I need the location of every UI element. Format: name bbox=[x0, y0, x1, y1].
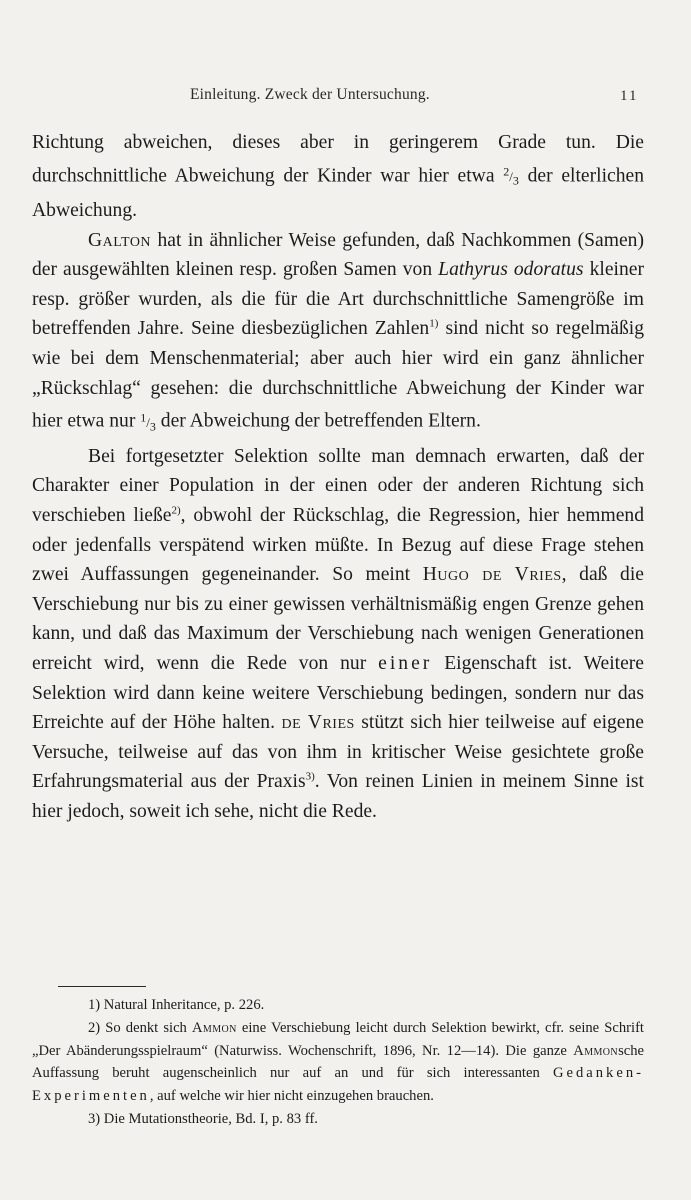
fraction-two-thirds: $^2/_3$ bbox=[503, 164, 519, 188]
fn2-text-a: 2) So denkt sich bbox=[88, 1019, 192, 1036]
fraction-numerator: 1 bbox=[140, 410, 147, 425]
fraction-one-third: $^1/_3$ bbox=[140, 410, 156, 434]
body-text bbox=[32, 128, 644, 827]
species-name: Lathyrus odoratus bbox=[438, 259, 584, 281]
p1-text-b: der elterlichen Abweichung. bbox=[32, 164, 645, 222]
footnote-ref-2: 2) bbox=[171, 504, 181, 517]
p2-text-a: hat in ähnlicher Weise gefunden, daß Nachkommen (Samen) der ausgewählten kleinen resp. großen Samen von bbox=[32, 229, 644, 281]
footnotes bbox=[32, 994, 644, 1131]
running-header bbox=[0, 86, 691, 110]
p3-text-e: stützt sich hier teilweise auf eigene Versuche, teilweise auf das von ihm in kritischer Weise gesichtete große Erfahrungsmaterial aus der Praxis bbox=[32, 712, 644, 793]
p2-text-b: kleiner resp. größer wurden, als die für die Art durchschnittliche Samengröße im betreffenden Jahre. Seine diesbezüglichen Zahlen bbox=[32, 259, 644, 340]
running-title: Einleitung. Zweck der Untersuchung. bbox=[190, 86, 430, 103]
fn2-text-b: eine Verschiebung leicht durch Selektion bewirkt, cfr. seine Schrift „Der Abänderungsspielraum“ (Naturwiss. Wochenschrift, 1896, Nr. 12—14). Die ganze bbox=[32, 1019, 644, 1059]
author-hugo-de-vries: Hugo de Vries bbox=[422, 564, 562, 586]
p1-text-a: Richtung abweichen, dieses aber in geringerem Grade tun. Die durchschnittliche Abweichung der Kinder war hier etwa bbox=[32, 132, 644, 186]
p3-text-d: Eigenschaft ist. Weitere Selektion wird dann keine weitere Verschiebung bedingen, sondern nur das Erreichte auf der Höhe halten. bbox=[32, 652, 645, 734]
author-de-vries: de Vries bbox=[281, 712, 355, 734]
page-number: 11 bbox=[620, 88, 639, 104]
paragraph-2 bbox=[32, 226, 644, 442]
fraction-denominator: 3 bbox=[149, 419, 156, 434]
footnote-3: 3) Die Mutationstheorie, Bd. I, p. 83 ff. bbox=[88, 1110, 318, 1127]
footnote-1: 1) Natural Inheritance, p. 226. bbox=[88, 997, 265, 1013]
footnote-ref-1: 1) bbox=[429, 317, 439, 330]
p2-text-c: sind nicht so regelmäßig wie bei dem Menschenmaterial; aber auch hier wird ein ganz ähnlicher „Rückschlag“ gesehen: die durchschnittliche Abweichung der Kinder war hier etwa nur bbox=[32, 318, 644, 432]
paragraph-1 bbox=[32, 128, 644, 226]
spaced-word-gedanken-experimenten: Gedanken-Experimenten bbox=[32, 1065, 644, 1105]
fn2-text-d: , auf welche wir hier nicht einzugehen brauchen. bbox=[149, 1088, 434, 1105]
p3-text-f: . Von reinen Linien in meinem Sinne ist hier jedoch, soweit ich sehe, nicht die Rede. bbox=[32, 771, 644, 822]
p3-text-b: , obwohl der Rückschlag, die Regression, hier hemmend oder jedenfalls verspätend wirken müßte. In Bezug auf diese Frage stehen zwei Auffassungen gegeneinander. So meint bbox=[32, 504, 645, 586]
author-ammon: Ammon bbox=[573, 1042, 619, 1059]
author-galton: Galton bbox=[88, 229, 152, 251]
fn2-text-c: sche Auffassung beruht augenscheinlich nur auf an und für sich interessanten bbox=[32, 1042, 644, 1082]
footnote-ref-3: 3) bbox=[305, 770, 315, 783]
fraction-numerator: 2 bbox=[503, 164, 510, 179]
spaced-word-einer: einer bbox=[378, 652, 433, 674]
paragraph-3 bbox=[32, 442, 644, 827]
author-ammon: Ammon bbox=[191, 1019, 237, 1036]
footnote-divider bbox=[58, 986, 146, 987]
p2-text-d: der Abweichung der betreffenden Eltern. bbox=[155, 410, 481, 432]
p3-text-c: , daß die Verschiebung nur bis zu einer gewissen verhältnismäßig engen Grenze gehen kann, und daß das Maximum der Verschiebung nach wenigen Generationen erreicht wird, wenn die Rede von nur bbox=[32, 564, 644, 674]
footnote-2 bbox=[32, 1017, 644, 1108]
fraction-denominator: 3 bbox=[512, 173, 519, 188]
p3-text-a: Bei fortgesetzter Selektion sollte man demnach erwarten, daß der Charakter einer Population in der einen oder der anderen Richtung sich verschieben ließe bbox=[32, 445, 644, 526]
